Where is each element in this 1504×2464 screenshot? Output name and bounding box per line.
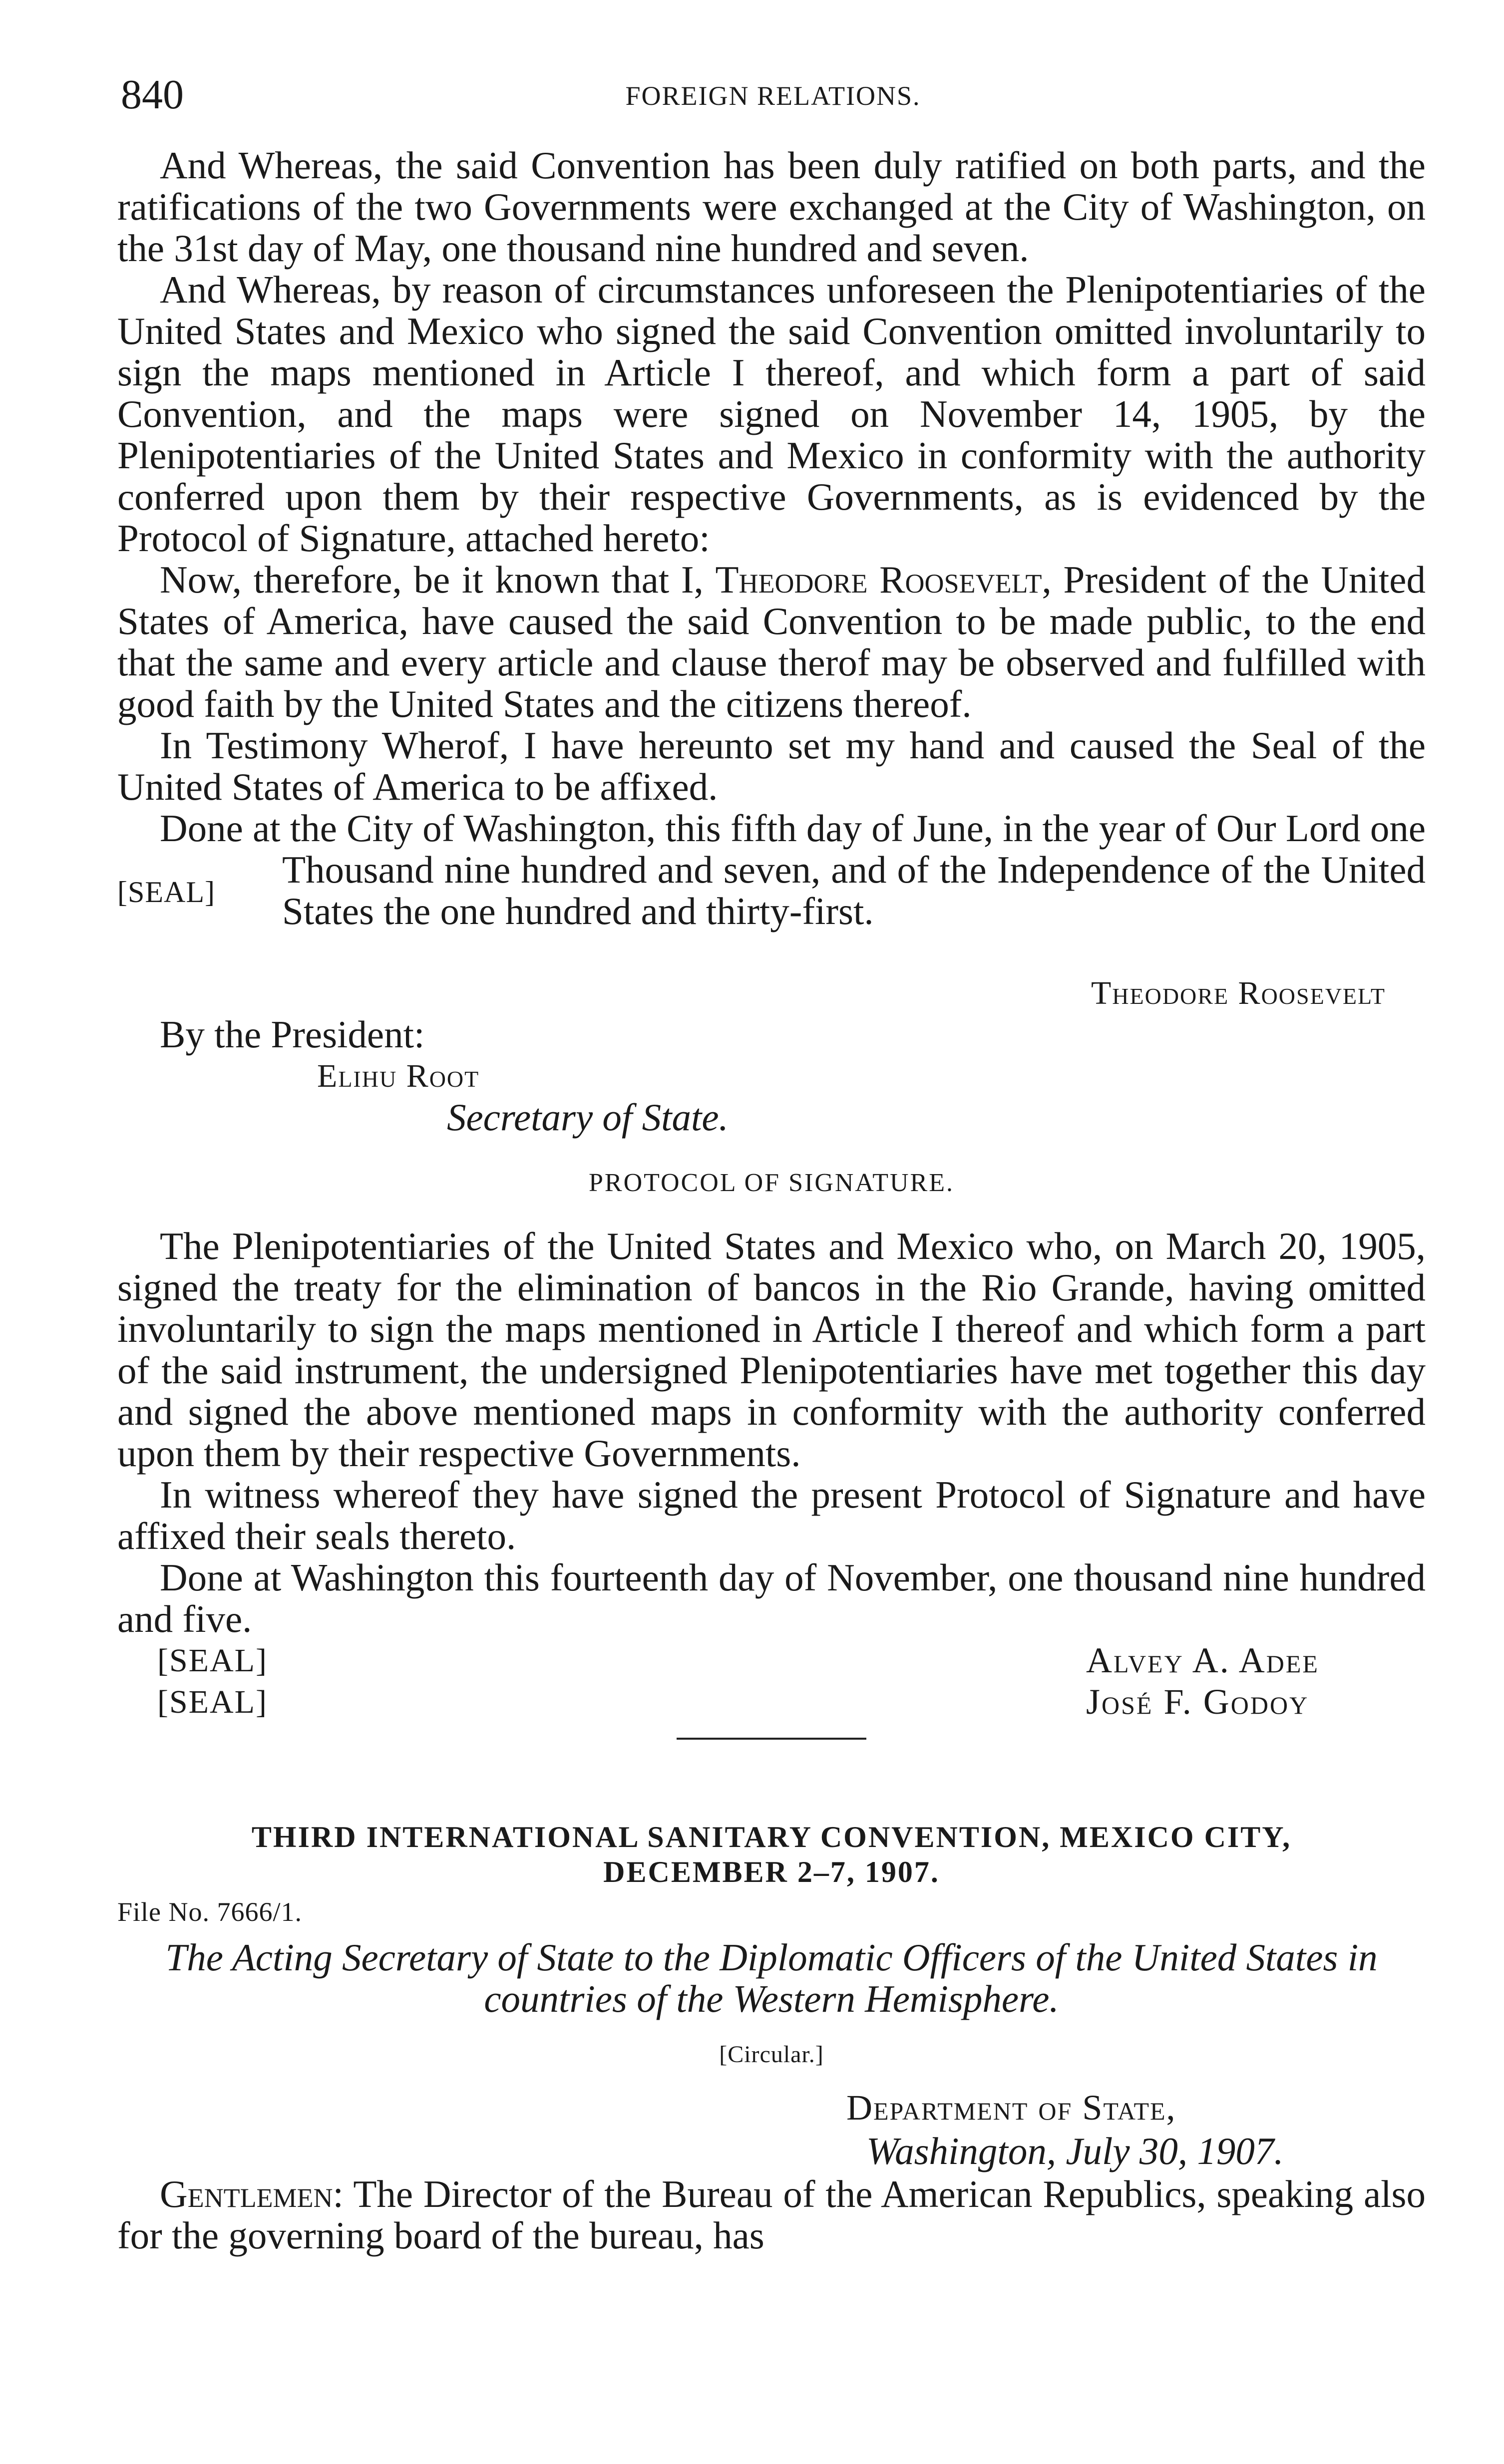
seal-label: [SEAL] xyxy=(157,1642,268,1679)
protocol-paragraph-1: The Plenipotentiaries of the United States and Mexico who, on March 20, 1905, signed the treaty for the elimination of bancos in the Rio Grande, having omitted involuntarily to sign the maps mentioned in Article I thereof and which form a part of the said instrument, the undersigned Plenipotentiaries have met together this day and signed the above mentioned maps in conformity with the authority conferred upon them by their respective Governments. xyxy=(117,1225,1426,1475)
letter-body-start: : The Director of the Bureau of the American Republics, speaking also for the governing board of the bureau, has xyxy=(117,2172,1426,2257)
letter-subtitle: The Acting Secretary of State to the Diplomatic Officers of the United States in countries of the Western Hemisphere. xyxy=(165,1936,1378,2020)
signatory-name: Alvey A. Adee xyxy=(1086,1640,1319,1680)
seal-label: [SEAL] xyxy=(117,876,215,909)
paragraph-ratification: And Whereas, the said Convention has been duly ratified on both parts, and the ratifications of the two Governments were exchanged at the City of Washington, on the 31st day of May, one thousand nine hundred and seven. xyxy=(117,144,1426,270)
file-number: File No. 7666/1. xyxy=(117,1897,303,1927)
protocol-paragraph-3: Done at Washington this fourteenth day of November, one thousand nine hundred and five. xyxy=(117,1556,1426,1640)
by-the-president: By the President: xyxy=(160,1013,425,1056)
sanitary-heading-line-2: DECEMBER 2–7, 1907. xyxy=(603,1855,940,1888)
secretary-name: Elihu Root xyxy=(317,1058,480,1094)
page-number: 840 xyxy=(121,71,184,118)
paragraph-circumstances: And Whereas, by reason of circumstances unforeseen the Plenipotentiaries of the United States and Mexico who signed the said Convention omitted involuntarily to sign the maps mentioned in Article I thereof, and which form a part of said Convention, and the maps were signed on November 14, 1905, by the Plenipotentiaries of the United States and Mexico in conformity with the authority conferred upon them by their respective Governments, as is evidenced by the Protocol of Signature, attached hereto: xyxy=(117,268,1426,560)
proclamation-text-post: , President of the United States of America, have caused the said Convention to be made public, to the end that the same and every article and clause therof may be observed and fulfilled with good faith by the United States and the citizens thereof. xyxy=(117,558,1426,725)
signatory-row xyxy=(117,1681,1426,1723)
secretary-title: Secretary of State. xyxy=(447,1096,729,1139)
section-divider xyxy=(677,1738,866,1740)
paragraph-proclamation xyxy=(117,559,1426,725)
document-body xyxy=(117,145,1426,2256)
running-head: FOREIGN RELATIONS. xyxy=(625,81,921,111)
sanitary-heading-line-1: THIRD INTERNATIONAL SANITARY CONVENTION, MEXICO CITY, xyxy=(251,1821,1292,1853)
seal-label: [SEAL] xyxy=(157,1684,268,1720)
president-signature: Theodore Roosevelt xyxy=(1091,975,1386,1011)
circular-label: [Circular.] xyxy=(719,2041,824,2068)
salutation: Gentlemen xyxy=(160,2172,333,2215)
protocol-paragraph-2: In witness whereof they have signed the present Protocol of Signature and have affixed their seals thereto. xyxy=(117,1473,1426,1557)
page-header xyxy=(121,70,1425,120)
done-at-paragraph: Done at the City of Washington, this fifth day of June, in the year of Our Lord one Thousand nine hundred and seven, and of the Independence of the United States the one hundred and thirty-first. xyxy=(160,807,1426,932)
dateline: Washington, July 30, 1907. xyxy=(866,2130,1284,2172)
proclamation-text-pre: Now, therefore, be it known that I, xyxy=(160,558,716,601)
signatory-row xyxy=(117,1640,1426,1681)
letter-opening xyxy=(117,2173,1426,2256)
seal-block xyxy=(117,808,1426,933)
signatory-name: José F. Godoy xyxy=(1086,1682,1309,1722)
protocol-heading: PROTOCOL OF SIGNATURE. xyxy=(589,1169,954,1197)
department-name: Department of State, xyxy=(846,2088,1176,2128)
president-name: Theodore Roosevelt xyxy=(715,558,1042,601)
paragraph-testimony: In Testimony Wherof, I have hereunto set my hand and caused the Seal of the United States of America to be affixed. xyxy=(117,724,1426,808)
